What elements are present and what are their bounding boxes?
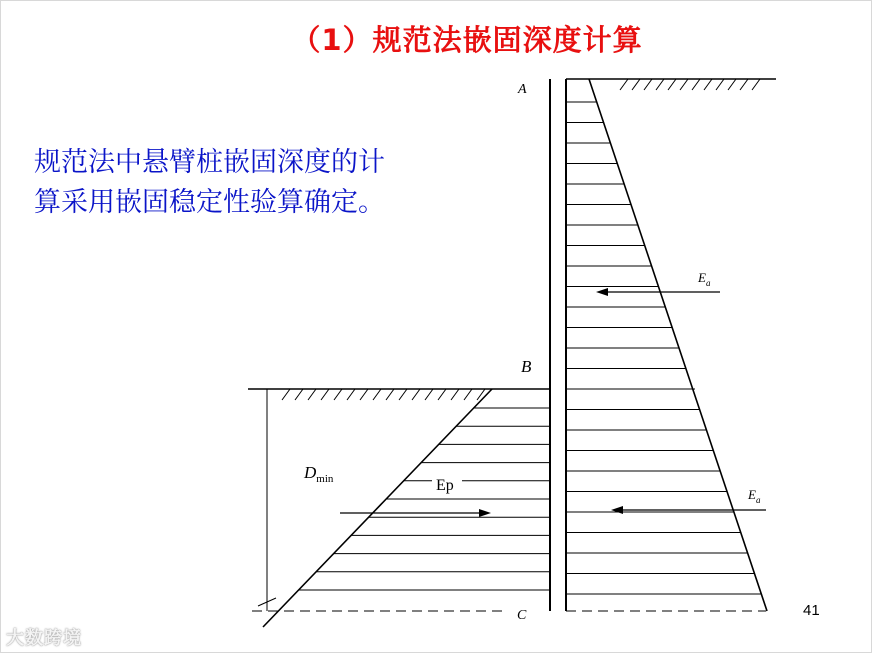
- active-pressure-edge: [589, 79, 767, 611]
- ground-hatch-tick: [740, 79, 748, 90]
- label-a: A: [518, 82, 527, 97]
- ground-hatch-tick: [399, 389, 407, 400]
- ground-hatch-tick: [656, 79, 664, 90]
- ground-hatch-tick: [728, 79, 736, 90]
- active-pressure-hatching: [566, 102, 761, 594]
- ground-hatch-tick: [644, 79, 652, 90]
- ea-arrow-upper: [596, 288, 720, 296]
- cantilever-pile-diagram: [240, 62, 800, 632]
- ground-hatch-tick: [752, 79, 760, 90]
- ground-hatch-tick: [373, 389, 381, 400]
- label-c: C: [517, 608, 527, 623]
- ground-hatch-tick: [360, 389, 368, 400]
- ground-hatch-tick: [334, 389, 342, 400]
- ground-hatch-tick: [716, 79, 724, 90]
- ground-hatch-tick: [295, 389, 303, 400]
- page-number: 41: [803, 602, 820, 619]
- ground-hatch-tick: [308, 389, 316, 400]
- label-dmin: $D_{min}$: [304, 463, 334, 485]
- ground-hatch-tick: [668, 79, 676, 90]
- ground-hatch-tick: [282, 389, 290, 400]
- ground-hatch-tick: [680, 79, 688, 90]
- label-b: B: [521, 357, 532, 376]
- label-ea-lower: $E_a$: [748, 487, 761, 505]
- ground-hatch-tick: [692, 79, 700, 90]
- body-text-line-2: 算采用嵌固稳定性验算确定。: [34, 187, 385, 218]
- body-text-line-1: 规范法中悬臂桩嵌固深度的计: [34, 147, 385, 178]
- ground-hatch-tick: [425, 389, 433, 400]
- ground-hatch-tick: [438, 389, 446, 400]
- passive-pressure-edge: [263, 389, 492, 627]
- ground-hatch-tick: [451, 389, 459, 400]
- ep-arrow: [340, 509, 491, 517]
- ground-hatch-tick: [464, 389, 472, 400]
- passive-pressure-hatching: [299, 408, 550, 590]
- watermark-logo: 大数跨境: [6, 628, 82, 649]
- ground-hatch-tick: [620, 79, 628, 90]
- ground-hatch-tick: [704, 79, 712, 90]
- label-ep: Ep: [436, 477, 454, 494]
- ground-hatch-bottom: [282, 389, 485, 400]
- label-ea-upper: $E_a$: [698, 270, 711, 288]
- slide-title: （1）规范法嵌固深度计算: [291, 23, 643, 57]
- ground-hatch-tick: [412, 389, 420, 400]
- ground-hatch-tick: [632, 79, 640, 90]
- ground-hatch-tick: [321, 389, 329, 400]
- ground-hatch-tick: [347, 389, 355, 400]
- ground-hatch-tick: [386, 389, 394, 400]
- ea-arrow-lower: [611, 506, 766, 514]
- ground-hatch-top: [620, 79, 760, 90]
